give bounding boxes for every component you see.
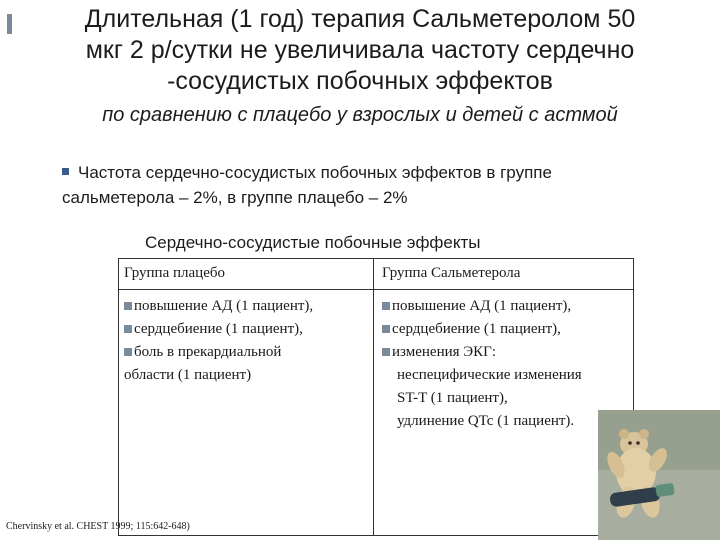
table-caption: Сердечно-сосудистые побочные эффекты xyxy=(145,233,481,252)
header-salmeterol: Группа Сальметерола xyxy=(382,265,521,281)
salmeterol-effect-text: удлинение QTc (1 пациент). xyxy=(397,413,575,429)
summary-bullet xyxy=(62,160,682,210)
salmeterol-effect-text: ST-T (1 пациент), xyxy=(397,390,508,406)
header-placebo: Группа плацебо xyxy=(124,265,225,281)
placebo-effect-text: сердцебиение (1 пациент), xyxy=(134,321,303,337)
teddy-bear-inhaler-illustration xyxy=(598,410,720,540)
salmeterol-effect-text: сердцебиение (1 пациент), xyxy=(392,321,561,337)
list-bullet-icon xyxy=(124,302,132,310)
table-column-divider xyxy=(373,259,374,535)
salmeterol-effect-text: повышение АД (1 пациент), xyxy=(392,298,572,314)
summary-line-2: сальметерола – 2%, в группе плацебо – 2% xyxy=(62,188,408,207)
salmeterol-effect-row xyxy=(382,364,582,387)
placebo-effects-cell xyxy=(124,295,313,387)
placebo-effect-row xyxy=(124,341,313,364)
title-line-2: мкг 2 р/сутки не увеличивала частоту сердечно xyxy=(85,36,635,64)
slide-subtitle: по сравнению с плацебо у взрослых и детей с астмой xyxy=(102,104,618,126)
citation: Chervinsky et al. CHEST 1999; 115:642-648) xyxy=(6,521,190,532)
side-effects-table xyxy=(118,258,634,536)
list-bullet-icon xyxy=(124,348,132,356)
list-bullet-icon xyxy=(382,325,390,333)
salmeterol-effect-row xyxy=(382,318,582,341)
salmeterol-effect-row xyxy=(382,387,582,410)
placebo-effect-text: повышение АД (1 пациент), xyxy=(134,298,314,314)
placebo-effect-row xyxy=(124,364,313,387)
title-line-3: -сосудистых побочных эффектов xyxy=(167,67,553,95)
list-bullet-icon xyxy=(382,348,390,356)
list-bullet-icon xyxy=(124,325,132,333)
slide-title xyxy=(0,4,720,97)
teddy-bear-inhaler-photo xyxy=(598,410,720,540)
summary-line-1: Частота сердечно-сосудистых побочных эффектов в группе xyxy=(78,163,552,182)
salmeterol-effect-text: изменения ЭКГ: xyxy=(392,344,497,360)
placebo-effect-text: боль в прекардиальной xyxy=(134,344,282,360)
placebo-effect-text: области (1 пациент) xyxy=(124,367,252,383)
placebo-effect-row xyxy=(124,295,313,318)
placebo-effect-row xyxy=(124,318,313,341)
salmeterol-effect-row xyxy=(382,341,582,364)
salmeterol-effect-row xyxy=(382,295,582,318)
salmeterol-effect-text: неспецифические изменения xyxy=(397,367,582,383)
title-line-1: Длительная (1 год) терапия Сальметеролом 50 xyxy=(84,5,636,33)
salmeterol-effects-cell xyxy=(382,295,582,433)
square-bullet-icon xyxy=(62,168,69,175)
list-bullet-icon xyxy=(382,302,390,310)
salmeterol-effect-row xyxy=(382,410,582,433)
table-header-divider xyxy=(119,289,633,290)
